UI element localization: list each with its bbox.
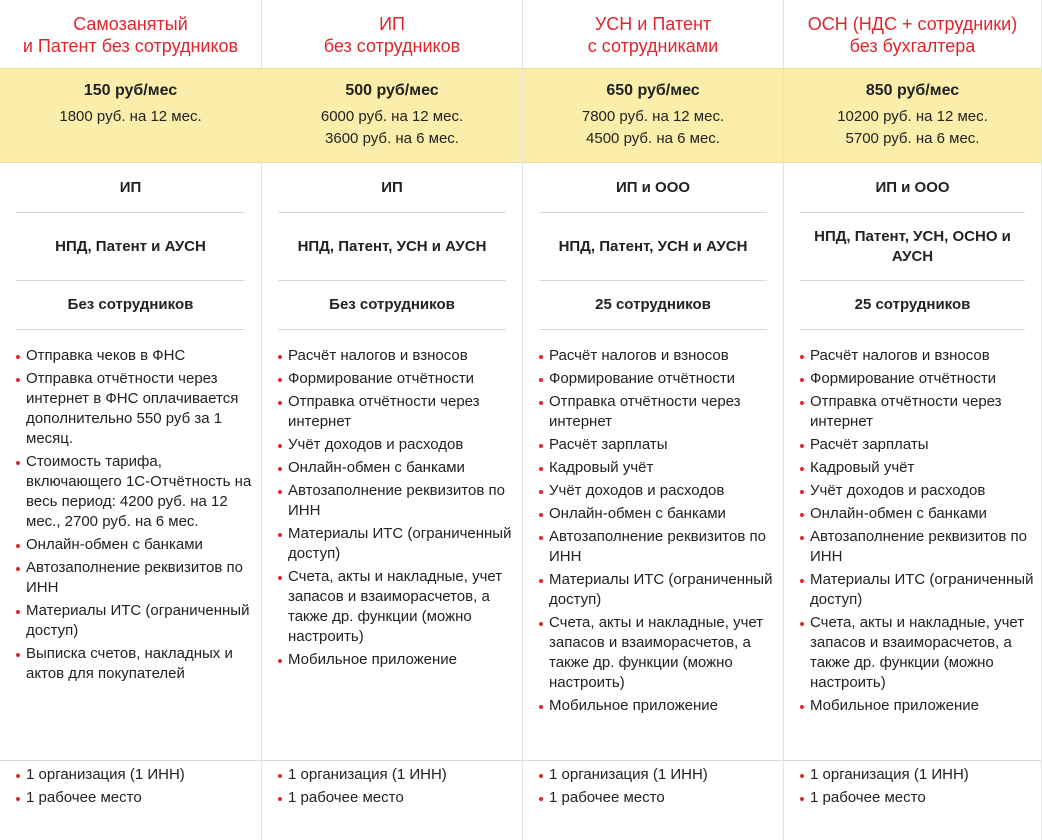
price-block xyxy=(262,68,522,163)
feature-item: Мобильное приложение xyxy=(278,650,522,670)
tariff-column xyxy=(262,0,523,840)
limit-item: 1 организация (1 ИНН) xyxy=(800,765,1041,785)
tariff-attributes xyxy=(0,163,261,330)
tariff-title-line1: УСН и Патент xyxy=(594,14,712,34)
feature-item: Формирование отчётности xyxy=(800,369,1041,389)
tariff-title xyxy=(262,0,522,68)
tax-regimes xyxy=(278,213,506,281)
feature-list xyxy=(0,330,261,684)
tax-regimes xyxy=(539,213,767,281)
tax-regimes xyxy=(800,213,1025,281)
tariff-title-line1: ИП xyxy=(379,14,405,34)
tariff-title-line2: с сотрудниками xyxy=(587,36,719,56)
feature-item: Мобильное приложение xyxy=(800,696,1041,716)
price-6-months: 4500 руб. на 6 мес. xyxy=(586,130,720,147)
feature-item: Отправка отчётности через интернет в ФНС оплачивается дополнительно 550 руб за 1 месяц. xyxy=(16,369,261,449)
tariff-attributes xyxy=(523,163,783,330)
price-block xyxy=(0,68,261,163)
feature-item: Автозаполнение реквизитов по ИНН xyxy=(16,558,261,598)
feature-item: Расчёт налогов и взносов xyxy=(539,346,783,366)
tariff-title xyxy=(523,0,783,68)
staff-limit: 25 сотрудников xyxy=(539,281,767,330)
tax-regimes xyxy=(16,213,245,281)
feature-item: Формирование отчётности xyxy=(278,369,522,389)
feature-item: Отправка отчётности через интернет xyxy=(539,392,783,432)
feature-item: Онлайн-обмен с банками xyxy=(16,535,261,555)
tariff-attributes xyxy=(262,163,522,330)
staff-limit: Без сотрудников xyxy=(278,281,506,330)
feature-item: Онлайн-обмен с банками xyxy=(539,504,783,524)
tariff-title-line2: и Патент без сотрудников xyxy=(22,36,239,56)
price-block xyxy=(523,68,783,163)
tax-regimes-text: НПД, Патент и АУСН xyxy=(55,237,206,255)
feature-list xyxy=(784,330,1041,716)
tariff-title xyxy=(784,0,1041,68)
feature-item: Расчёт налогов и взносов xyxy=(278,346,522,366)
feature-item: Автозаполнение реквизитов по ИНН xyxy=(278,481,522,521)
limits-block xyxy=(262,760,522,811)
tariff-attributes xyxy=(784,163,1041,330)
feature-item: Учёт доходов и расходов xyxy=(278,435,522,455)
limits-block xyxy=(0,760,261,811)
tariff-title-line1: Самозанятый xyxy=(73,14,188,34)
feature-item: Отправка отчётности через интернет xyxy=(800,392,1041,432)
limit-item: 1 организация (1 ИНН) xyxy=(278,765,522,785)
feature-item: Выписка счетов, накладных и актов для покупателей xyxy=(16,644,261,684)
feature-item: Кадровый учёт xyxy=(539,458,783,478)
feature-item: Счета, акты и накладные, учет запасов и взаиморасчетов, а также др. функции (можно настроить) xyxy=(278,567,522,647)
feature-item: Материалы ИТС (ограниченный доступ) xyxy=(16,601,261,641)
feature-item: Материалы ИТС (ограниченный доступ) xyxy=(539,570,783,610)
limits-block xyxy=(523,760,783,811)
feature-item: Учёт доходов и расходов xyxy=(800,481,1041,501)
feature-item: Расчёт зарплаты xyxy=(539,435,783,455)
tariff-title-line2: без бухгалтера xyxy=(849,36,976,56)
tariff-column xyxy=(0,0,262,840)
feature-item: Мобильное приложение xyxy=(539,696,783,716)
limit-item: 1 организация (1 ИНН) xyxy=(16,765,261,785)
price-12-months: 10200 руб. на 12 мес. xyxy=(837,108,988,125)
price-12-months: 7800 руб. на 12 мес. xyxy=(581,108,725,125)
price-6-months: 5700 руб. на 6 мес. xyxy=(845,130,980,147)
staff-limit: Без сотрудников xyxy=(16,281,245,330)
entity-type: ИП xyxy=(278,163,506,213)
tariff-title xyxy=(0,0,261,68)
monthly-price: 650 руб/мес xyxy=(606,82,700,99)
price-12-months: 1800 руб. на 12 мес. xyxy=(59,108,202,125)
feature-list xyxy=(262,330,522,670)
feature-item: Расчёт зарплаты xyxy=(800,435,1041,455)
feature-item: Автозаполнение реквизитов по ИНН xyxy=(800,527,1041,567)
feature-item: Счета, акты и накладные, учет запасов и взаиморасчетов, а также др. функции (можно настроить) xyxy=(800,613,1041,693)
limit-item: 1 рабочее место xyxy=(800,788,1041,808)
entity-type: ИП xyxy=(16,163,245,213)
monthly-price: 850 руб/мес xyxy=(865,82,960,99)
limit-item: 1 рабочее место xyxy=(539,788,783,808)
price-block xyxy=(784,68,1041,163)
feature-item: Формирование отчётности xyxy=(539,369,783,389)
feature-item: Кадровый учёт xyxy=(800,458,1041,478)
tax-regimes-text: НПД, Патент, УСН, ОСНО и АУСН xyxy=(814,227,1011,265)
feature-item: Материалы ИТС (ограниченный доступ) xyxy=(800,570,1041,610)
tax-regimes-text: НПД, Патент, УСН и АУСН xyxy=(297,237,487,255)
feature-item: Стоимость тарифа, включающего 1С-Отчётность на весь период: 4200 руб. на 12 мес., 2700 руб. на 6 мес. xyxy=(16,452,261,532)
monthly-price: 500 руб/мес xyxy=(345,82,439,99)
limit-item: 1 организация (1 ИНН) xyxy=(539,765,783,785)
feature-item: Расчёт налогов и взносов xyxy=(800,346,1041,366)
tax-regimes-text: НПД, Патент, УСН и АУСН xyxy=(558,237,748,255)
tariff-column xyxy=(523,0,784,840)
feature-list xyxy=(523,330,783,716)
tariff-title-line1: ОСН (НДС + сотрудники) xyxy=(807,14,1018,34)
tariff-column xyxy=(784,0,1042,840)
entity-type: ИП и ООО xyxy=(539,163,767,213)
limit-item: 1 рабочее место xyxy=(278,788,522,808)
tariff-title-line2: без сотрудников xyxy=(323,36,461,56)
feature-item: Учёт доходов и расходов xyxy=(539,481,783,501)
feature-item: Счета, акты и накладные, учет запасов и взаиморасчетов, а также др. функции (можно настроить) xyxy=(539,613,783,693)
limit-item: 1 рабочее место xyxy=(16,788,261,808)
limits-block xyxy=(784,760,1041,811)
entity-type: ИП и ООО xyxy=(800,163,1025,213)
feature-item: Отправка чеков в ФНС xyxy=(16,346,261,366)
feature-item: Материалы ИТС (ограниченный доступ) xyxy=(278,524,522,564)
feature-item: Автозаполнение реквизитов по ИНН xyxy=(539,527,783,567)
feature-item: Онлайн-обмен с банками xyxy=(278,458,522,478)
feature-item: Онлайн-обмен с банками xyxy=(800,504,1041,524)
staff-limit: 25 сотрудников xyxy=(800,281,1025,330)
monthly-price: 150 руб/мес xyxy=(83,82,178,99)
price-6-months: 3600 руб. на 6 мес. xyxy=(325,130,459,147)
price-12-months: 6000 руб. на 12 мес. xyxy=(320,108,464,125)
feature-item: Отправка отчётности через интернет xyxy=(278,392,522,432)
